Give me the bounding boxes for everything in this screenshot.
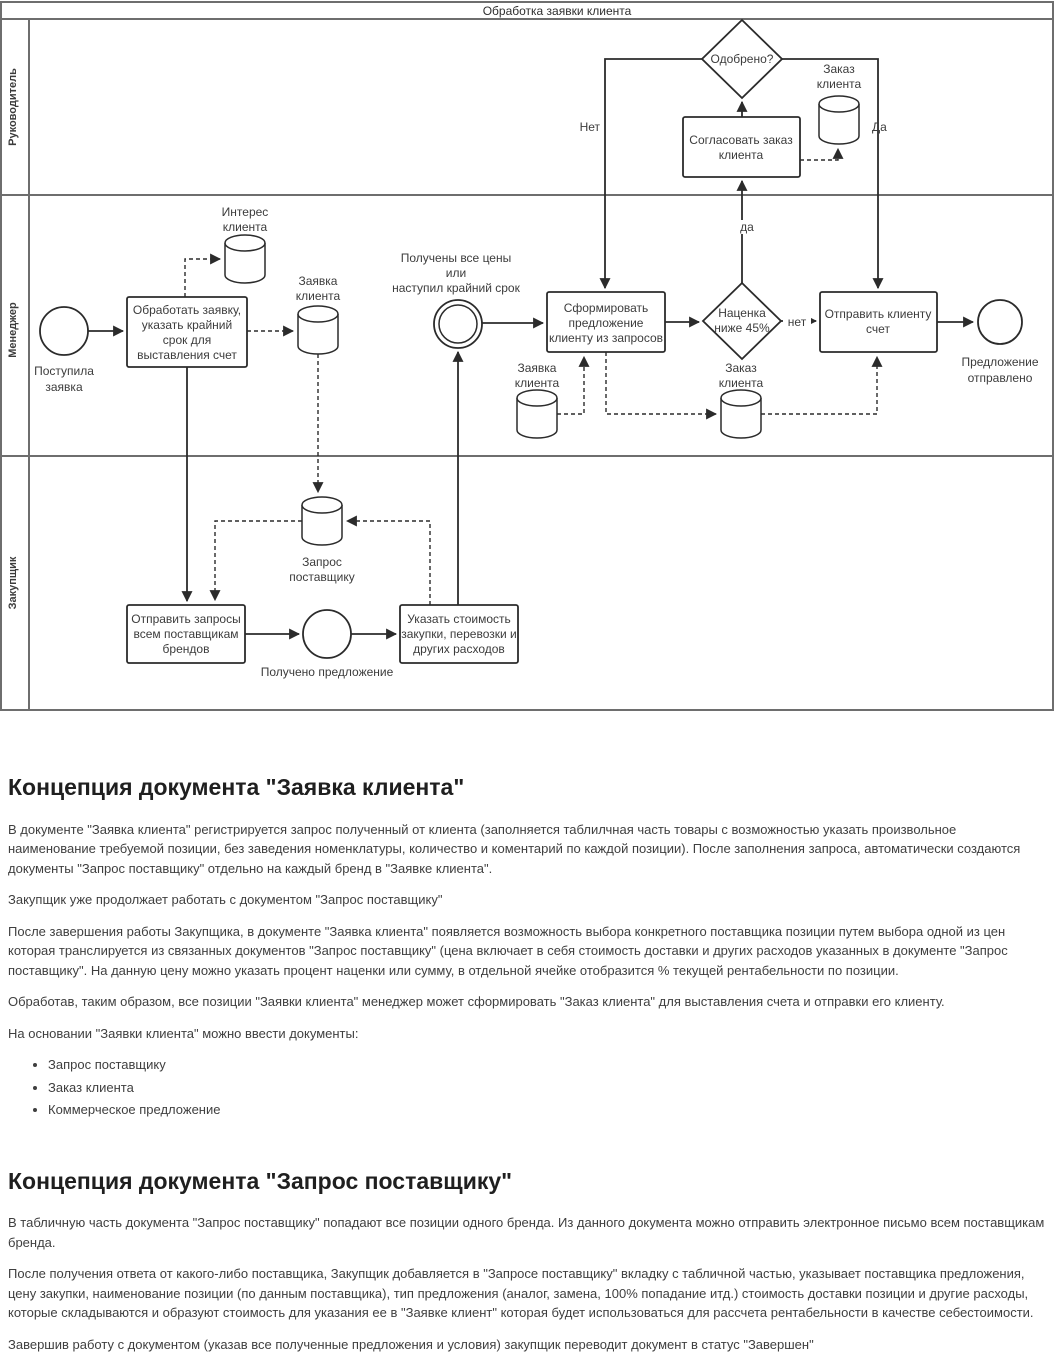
- event-end-shape: [978, 300, 1022, 344]
- task-send-requests-line2: всем поставщикам: [133, 627, 239, 641]
- datastore-order-db1-label2: клиента: [816, 77, 862, 91]
- datastore-request-db2-label1: Заявка: [517, 361, 557, 375]
- datastore-request-db1: [296, 274, 341, 354]
- event-end-label2: отправлено: [967, 371, 1033, 385]
- task-send-requests: [127, 605, 245, 663]
- assoc-order-db2-to-send-invoice: [761, 357, 877, 414]
- assoc-approve-order-to-order-db1: [800, 149, 838, 160]
- task-send-invoice-line2: счет: [866, 322, 890, 336]
- gateway-markup-line1: Наценка: [718, 306, 766, 320]
- task-process-request: [127, 297, 247, 367]
- pool-title: Обработка заявки клиента: [482, 4, 632, 18]
- datastore-request-db1-label1: Заявка: [298, 274, 338, 288]
- datastore-interest-shape: [225, 235, 265, 283]
- task-specify-cost-line3: других расходов: [413, 642, 505, 656]
- event-prices-received: [392, 251, 520, 348]
- list-item: • Коммерческое предложение: [48, 1100, 1047, 1120]
- list-item: • Запрос поставщику: [48, 1055, 1047, 1075]
- datastore-interest-label1: Интерес: [221, 205, 269, 219]
- task-process-request-line1: Обработать заявку,: [132, 303, 242, 317]
- assoc-request-db2-to-form-offer: [557, 357, 584, 414]
- datastore-interest: [222, 205, 269, 283]
- section2-heading: Концепция документа "Запрос поставщику": [8, 1167, 513, 1194]
- datastore-request-db2-shape: [517, 390, 557, 438]
- task-form-offer-line1: Сформировать: [563, 301, 649, 315]
- task-send-requests-line1: Отправить запросы: [131, 612, 241, 626]
- task-approve-order-shape: [683, 117, 800, 177]
- event-prices-inner: [439, 305, 477, 343]
- task-send-invoice-line1: Отправить клиенту: [824, 307, 932, 321]
- datastore-interest-label2: клиента: [222, 220, 268, 234]
- datastore-order-db1-shape: [819, 96, 859, 144]
- section1-paragraph-3: После завершения работы Закупщика, в документе "Заявка клиента" появляется возможность выбора конкретного поставщика позиции путем выбора одной из цен которая транслируется из связанных документов "Запрос поставщику" (цена включает в себя стоимость доставки и других расходов указанных в документе "Запрос поставщику". На данную цену можно указать процент наценки или сумму, в отдельной ячейке отобразится % текущей рентабельности по позиции.: [8, 923, 1008, 978]
- task-send-invoice: [820, 292, 937, 352]
- lane-label-rukovoditel: Руководитель: [7, 68, 19, 146]
- task-specify-cost-line2: закупки, перевозки и: [401, 627, 517, 641]
- datastore-order-db2-label2: клиента: [718, 376, 764, 390]
- event-end: [961, 300, 1038, 385]
- gateway-approved-label: Одобрено?: [710, 52, 774, 66]
- task-approve-order-line2: клиента: [718, 148, 764, 162]
- datastore-order-db1-label1: Заказ: [823, 62, 855, 76]
- datastore-supplier-shape: [302, 497, 342, 545]
- gateway-markup-line2: ниже 45%: [714, 321, 770, 335]
- task-specify-cost-line1: Указать стоимость: [407, 612, 511, 626]
- assoc-form-offer-to-order-db2: [606, 352, 716, 414]
- label-markup-no: нет: [787, 315, 807, 329]
- assoc-process-to-interest-db: [185, 259, 220, 297]
- event-prices-label1: Получены все цены: [400, 251, 512, 265]
- task-process-request-line3: срок для: [162, 333, 212, 347]
- task-approve-order-line1: Согласовать заказ: [689, 133, 793, 147]
- gateway-approved: [702, 20, 782, 98]
- lane-label-zakupschik: Закупщик: [7, 556, 19, 610]
- task-approve-order: [683, 117, 800, 177]
- datastore-order-db1: [817, 62, 862, 144]
- datastore-supplier-label1: Запрос: [302, 555, 342, 569]
- datastore-request-db1-label2: клиента: [295, 289, 341, 303]
- section1-paragraph-2: Закупщик уже продолжает работать с документом "Запрос поставщику": [8, 892, 443, 907]
- section1-paragraph-4: Обработав, таким образом, все позиции "Заявки клиента" менеджер может сформировать "Заказ клиента" для выставления счета и отправки его клиенту.: [8, 994, 945, 1009]
- datastore-order-db2-shape: [721, 390, 761, 438]
- event-prices-label2: или: [445, 266, 467, 280]
- task-form-offer-line2: предложение: [568, 316, 644, 330]
- event-prices-label3: наступил крайний срок: [392, 281, 520, 295]
- event-start: [34, 307, 94, 394]
- event-start-label1: Поступила: [34, 364, 94, 378]
- datastore-supplier-request: [289, 497, 355, 584]
- event-end-label1: Предложение: [961, 355, 1039, 369]
- section2-paragraph-3: Завершив работу с документом (указав все полученные предложения и условия) закупщик переводит документ в статус "Завершен": [8, 1336, 814, 1352]
- label-approved-no: Нет: [579, 120, 600, 134]
- section1-document-list: [8, 1055, 1047, 1120]
- document-body: [0, 770, 1055, 1354]
- event-offer-received: [261, 610, 394, 679]
- section2-paragraph-1: В табличную часть документа "Запрос поставщику" попадают все позиции одного бренда. Из данного документа можно отправить электронное письмо всем поставщикам бренда.: [8, 1215, 1045, 1250]
- task-form-offer: [547, 292, 665, 352]
- datastore-request-db2: [515, 361, 560, 438]
- datastore-supplier-label2: поставщику: [289, 570, 355, 584]
- label-markup-yes: да: [740, 220, 754, 234]
- label-approved-yes: Да: [872, 120, 887, 134]
- section1-paragraph-5: На основании "Заявки клиента" можно ввести документы:: [8, 1025, 359, 1041]
- assoc-supplier-db-to-send-requests: [215, 521, 302, 600]
- event-start-label2: заявка: [45, 380, 83, 394]
- event-start-shape: [40, 307, 88, 355]
- datastore-request-db2-label2: клиента: [514, 376, 560, 390]
- list-item: • Заказ клиента: [48, 1078, 1047, 1098]
- task-specify-cost: [400, 605, 518, 663]
- datastore-order-db2: [719, 361, 764, 438]
- lane-label-menedzher: Менеджер: [7, 302, 19, 358]
- gateway-markup: [703, 283, 781, 359]
- task-process-request-line4: выставления счет: [137, 348, 237, 362]
- datastore-request-db1-shape: [298, 306, 338, 354]
- task-send-requests-line3: брендов: [162, 642, 210, 656]
- task-process-request-line2: указать крайний: [141, 318, 233, 332]
- assoc-specify-cost-to-supplier-db: [347, 521, 430, 605]
- task-form-offer-line3: клиенту из запросов: [548, 331, 664, 345]
- section2-paragraph-2: После получения ответа от какого-либо поставщика, Закупщик добавляется в "Запросе поставщику" вкладку с табличной частью, указывает поставщика предложения, цену закупки, наименование позиции (по данным поставщика), тип предложения (аналог, замена, 100% попадание итд.) стоимость доставки позиции и другие расходы, которые складываются и образуют стоимость для указания ее в "Заявке клиент" которая будет использоваться для рассчета рентабельности в качестве себестоимости.: [8, 1266, 1034, 1320]
- section1-paragraph-1: В документе "Заявка клиента" регистрируется запрос полученный от клиента (заполняется таблилчная часть товары с возможностью указать произвольное наименование требуемой позиции, без заведения номенклатуры, количество и коментарий по каждой позиции). После заполнения запроса, автоматически создаются документы "Запрос поставщику" отдельно на каждый бренд в "Заявке клиента".: [8, 821, 1021, 876]
- event-offer-received-shape: [303, 610, 351, 658]
- event-offer-received-label: Получено предложение: [260, 665, 394, 679]
- section1-heading: Концепция документа "Заявка клиента": [8, 774, 465, 800]
- datastore-order-db2-label1: Заказ: [725, 361, 757, 375]
